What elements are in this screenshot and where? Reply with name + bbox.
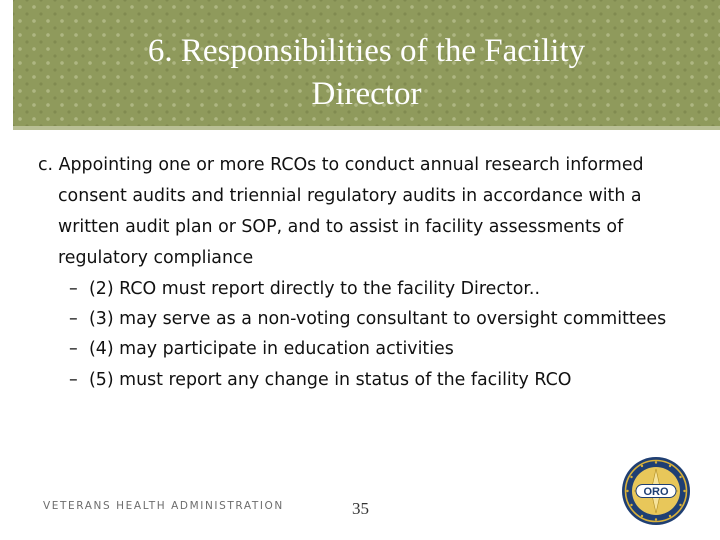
sub-bullet-text: (4) may participate in education activities bbox=[89, 339, 454, 359]
page-number: 35 bbox=[352, 499, 369, 518]
sub-bullet bbox=[38, 365, 678, 396]
dash-bullet: – bbox=[69, 309, 78, 329]
sub-bullet bbox=[38, 274, 678, 305]
sub-bullet-text: (5) must report any change in status of the facility RCO bbox=[89, 370, 572, 390]
sub-bullet-text: (3) may serve as a non-voting consultant to oversight committees bbox=[89, 309, 667, 329]
main-bullet: c. Appointing one or more RCOs to conduct annual research informed consent audits and triennial regulatory audits in accordance with a written audit plan or SOP, and to assist in facility assessments of regulatory compliance bbox=[38, 155, 644, 268]
slide-title bbox=[13, 30, 720, 116]
title-banner bbox=[13, 0, 720, 130]
slide-body bbox=[38, 150, 678, 396]
dash-bullet: – bbox=[69, 279, 78, 299]
organization-footer: VETERANS HEALTH ADMINISTRATION bbox=[43, 500, 284, 512]
seal-text: ORO bbox=[643, 486, 669, 498]
oro-seal-logo bbox=[621, 456, 691, 526]
sub-bullet bbox=[38, 334, 678, 365]
dash-bullet: – bbox=[69, 339, 78, 359]
slide-title-line-1: 6. Responsibilities of the Facility bbox=[147, 33, 586, 69]
sub-bullet-text: (2) RCO must report directly to the facility Director.. bbox=[89, 279, 540, 299]
sub-bullet bbox=[38, 305, 678, 334]
slide-title-line-2: Director bbox=[311, 76, 422, 112]
dash-bullet: – bbox=[69, 370, 78, 390]
